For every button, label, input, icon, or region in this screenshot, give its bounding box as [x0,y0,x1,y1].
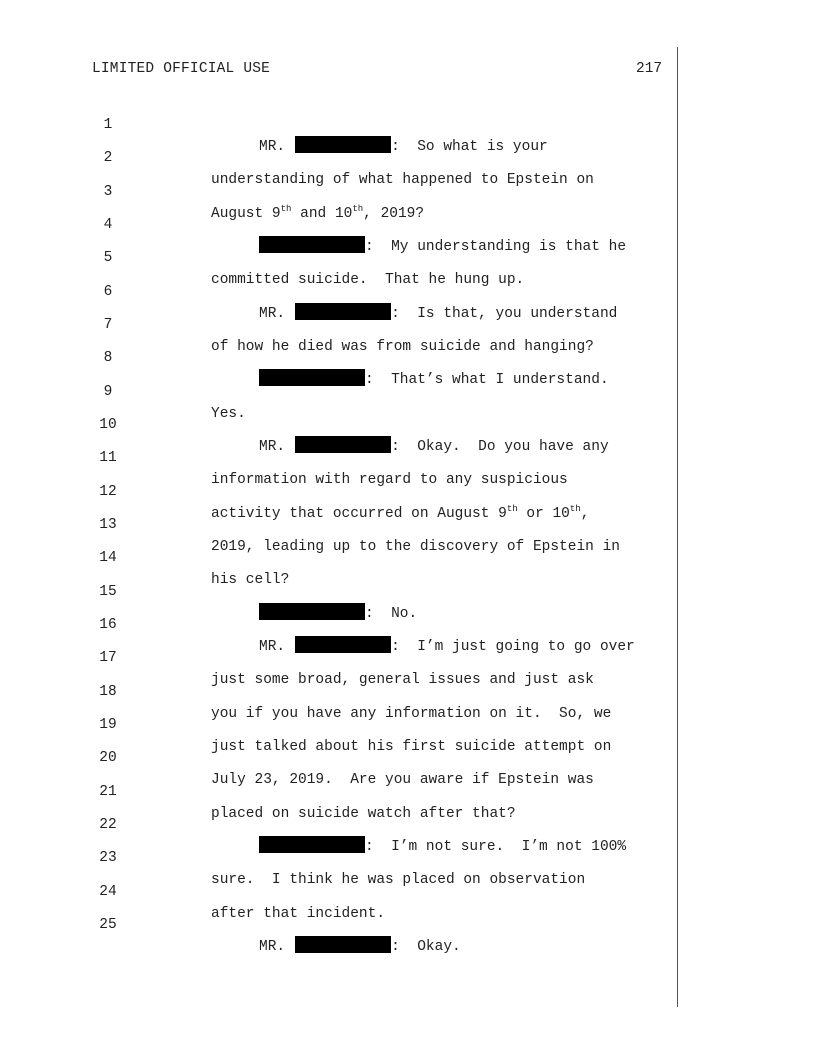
line-number: 2 [103,150,113,166]
text-part: August 9 [211,206,281,222]
superscript: th [280,204,292,214]
line-text: after that incident. [211,906,386,922]
speaker-prefix: MR. [259,306,286,322]
line-number: 20 [99,750,117,766]
line-text: : I’m not sure. I’m not 100% [365,839,627,855]
line-number: 7 [103,317,113,333]
transcript-line [0,225,676,288]
transcript-line [0,159,676,222]
line-text: : Okay. Do you have any [391,439,609,455]
line-number: 22 [99,817,117,833]
line-text: 2019, leading up to the discovery of Epstein in [211,539,620,555]
redaction-box [295,936,391,953]
line-number: 17 [99,650,117,666]
page-number: 217 [636,61,663,77]
transcript-line [0,692,676,755]
line-number: 15 [99,584,117,600]
line-text: you if you have any information on it. So, we [211,706,612,722]
superscript: th [352,204,364,214]
superscript: th [569,504,581,514]
line-text: placed on suicide watch after that? [211,806,516,822]
transcript-line [0,292,676,355]
transcript-line [0,392,676,455]
line-text: : I’m just going to go over [391,639,635,655]
text-part: , [580,506,590,522]
speaker-prefix: MR. [259,639,286,655]
transcript-line [0,725,676,788]
line-text: : So what is your [391,139,548,155]
transcript-line [0,525,676,588]
line-text: his cell? [211,572,290,588]
superscript: th [506,504,518,514]
transcript-line [0,625,676,688]
line-text: : Okay. [391,939,461,955]
line-number: 11 [99,450,117,466]
line-text: : That’s what I understand. [365,372,609,388]
speaker-prefix: MR. [259,139,286,155]
line-text: July 23, 2019. Are you aware if Epstein was [211,772,594,788]
line-number: 14 [99,550,117,566]
right-margin-rule [677,47,678,1007]
line-text: of how he died was from suicide and hanging? [211,339,594,355]
transcript-line [0,492,676,555]
line-number: 3 [103,184,113,200]
transcript-line [0,92,676,155]
line-number: 4 [103,217,113,233]
transcript-line [0,425,676,488]
classification-header: LIMITED OFFICIAL USE [92,61,271,77]
line-number: 5 [103,250,113,266]
line-text: : Is that, you understand [391,306,618,322]
line-number: 23 [99,850,117,866]
transcript-line [0,325,676,388]
line-number: 21 [99,784,117,800]
line-text: sure. I think he was placed on observation [211,872,586,888]
text-part: , 2019? [363,206,425,222]
line-number: 16 [99,617,117,633]
text-part: or 10 [517,506,570,522]
speaker-prefix: MR. [259,439,286,455]
line-number: 13 [99,517,117,533]
transcript-line [0,759,676,822]
line-number: 6 [103,284,113,300]
line-text: : No. [365,606,418,622]
speaker-label [259,936,461,958]
transcript-line [0,559,676,622]
line-number: 19 [99,717,117,733]
transcript-line [0,592,676,655]
transcript-line [0,192,676,255]
line-number: 12 [99,484,117,500]
line-text: just some broad, general issues and just ask [211,672,594,688]
line-text: understanding of what happened to Epstein on [211,172,594,188]
line-number: 24 [99,884,117,900]
line-text: committed suicide. That he hung up. [211,272,525,288]
line-text: Yes. [211,406,246,422]
transcript-line [0,859,676,922]
text-part: activity that occurred on August 9 [211,506,507,522]
transcript-line [0,659,676,722]
line-text: : My understanding is that he [365,239,627,255]
transcript-line [0,125,676,188]
transcript-line [0,459,676,522]
line-number: 1 [103,117,113,133]
transcript-line [0,892,676,955]
line-number: 10 [99,417,117,433]
transcript-line [0,825,676,888]
line-number: 18 [99,684,117,700]
line-text: just talked about his first suicide attempt on [211,739,612,755]
line-number: 9 [103,384,113,400]
transcript-line [0,259,676,322]
text-part: and 10 [291,206,353,222]
transcript-line [0,792,676,855]
line-number: 25 [99,917,117,933]
line-text: information with regard to any suspicious [211,472,568,488]
transcript-line [0,359,676,422]
speaker-prefix: MR. [259,939,286,955]
line-number: 8 [103,350,113,366]
